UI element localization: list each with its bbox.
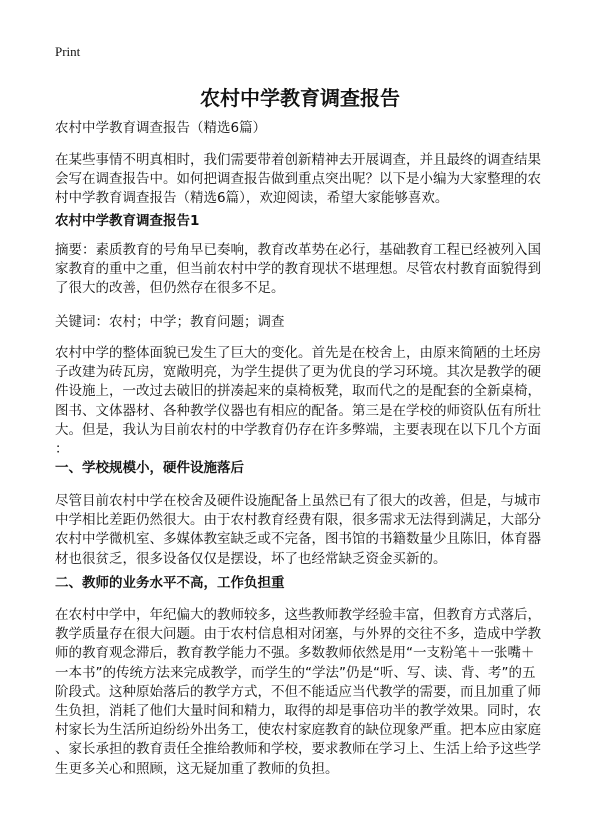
section2-paragraph [55, 606, 555, 779]
text-line: 家教育的重中之重，但当前农村中学的教育现状不堪理想。尽管农村教育面貌得到 [55, 261, 541, 278]
overview-paragraph [55, 344, 555, 459]
section1-heading: 一、学校规模小，硬件设施落后 [55, 460, 244, 476]
intro-paragraph [55, 151, 555, 209]
text-line: 尽管目前农村中学在校舍及硬件设施配备上虽然已有了很大的改善，但是，与城市 [55, 493, 541, 509]
report1-heading: 农村中学教育调查报告1 [55, 213, 200, 229]
text-line: 生更多关心和照顾，这无疑加重了教师的负担。 [55, 760, 339, 777]
text-line: 教学质量存在很大问题。由于农村信息相对闭塞，与外界的交往不多，造成中学教 [55, 626, 541, 643]
print-link[interactable]: Print [55, 44, 81, 59]
keywords: 关键词：农村；中学；教育问题；调查 [55, 314, 285, 330]
text-line: 大。但是，我认为目前农村的中学教育仍存在许多弊端，主要表现在以下几个方面 [55, 421, 541, 438]
text-line: 阶段式。这种原始落后的教学方式，不但不能适应当代教学的需要，而且加重了师 [55, 683, 541, 700]
section2-heading: 二、教师的业务水平不高，工作负担重 [55, 575, 285, 591]
text-line: 村家长为生活所迫纷纷外出务工，使农村家庭教育的缺位现象严重。把本应由家庭 [55, 722, 541, 739]
abstract-paragraph [55, 241, 555, 299]
text-line: 了很大的改善，但仍然存在很多不足。 [55, 280, 285, 297]
subtitle: 农村中学教育调查报告（精选6篇） [55, 120, 267, 136]
text-line: ： [55, 441, 69, 458]
section1-paragraph [55, 492, 555, 569]
text-line: 件设施上，一改过去破旧的拼凑起来的桌椅板凳，取而代之的是配套的全新桌椅， [55, 383, 541, 400]
text-line: 材也很贫乏，很多设备仅仅是摆设，坏了也经常缺乏资金买新的。 [55, 550, 447, 567]
text-line: 会写在调查报告中。如何把调查报告做到重点突出呢？以下是小编为大家整理的农 [55, 171, 541, 188]
text-line: 生负担，消耗了他们大量时间和精力，取得的却是事倍功半的教学效果。同时，农 [55, 703, 541, 720]
text-line: 子改建为砖瓦房，宽敞明亮，为学生提供了更为优良的学习环境。其次是教学的硬 [55, 364, 541, 381]
text-line: 图书、文体器材、各种教学仪器也有相应的配备。第三是在学校的师资队伍有所壮 [55, 402, 541, 419]
text-line: 、家长承担的教育责任全推给教师和学校，要求教师在学习上、生活上给予这些学 [55, 741, 541, 758]
page-title: 农村中学教育调查报告 [200, 86, 400, 110]
text-line: 在农村中学中，年纪偏大的教师较多，这些教师教学经验丰富，但教育方式落后， [55, 607, 541, 623]
text-line: 摘要：素质教育的号角早已奏响，教育改革势在必行，基础教育工程已经被列入国 [55, 242, 541, 258]
text-line: 农村中学微机室、多媒体教室缺乏或不完备，图书馆的书籍数量少且陈旧，体育器 [55, 531, 541, 548]
text-line: 在某些事情不明真相时，我们需要带着创新精神去开展调查，并且最终的调查结果 [55, 152, 541, 168]
text-line: 村中学教育调查报告（精选6篇），欢迎阅读，希望大家能够喜欢。 [55, 190, 449, 207]
text-line: 中学相比差距仍然很大。由于农村教育经费有限，很多需求无法得到满足，大部分 [55, 512, 541, 529]
text-line: 农村中学的整体面貌已发生了巨大的变化。首先是在校舍上，由原来简陋的土坯房 [55, 345, 541, 361]
text-line: 一本书”的传统方法来完成教学，而学生的“学法”仍是“听、写、读、背、考”的五 [55, 664, 536, 681]
text-line: 师的教育观念滞后，教育教学能力不强。多数教师依然是用“一支粉笔＋一张嘴＋ [55, 645, 535, 662]
